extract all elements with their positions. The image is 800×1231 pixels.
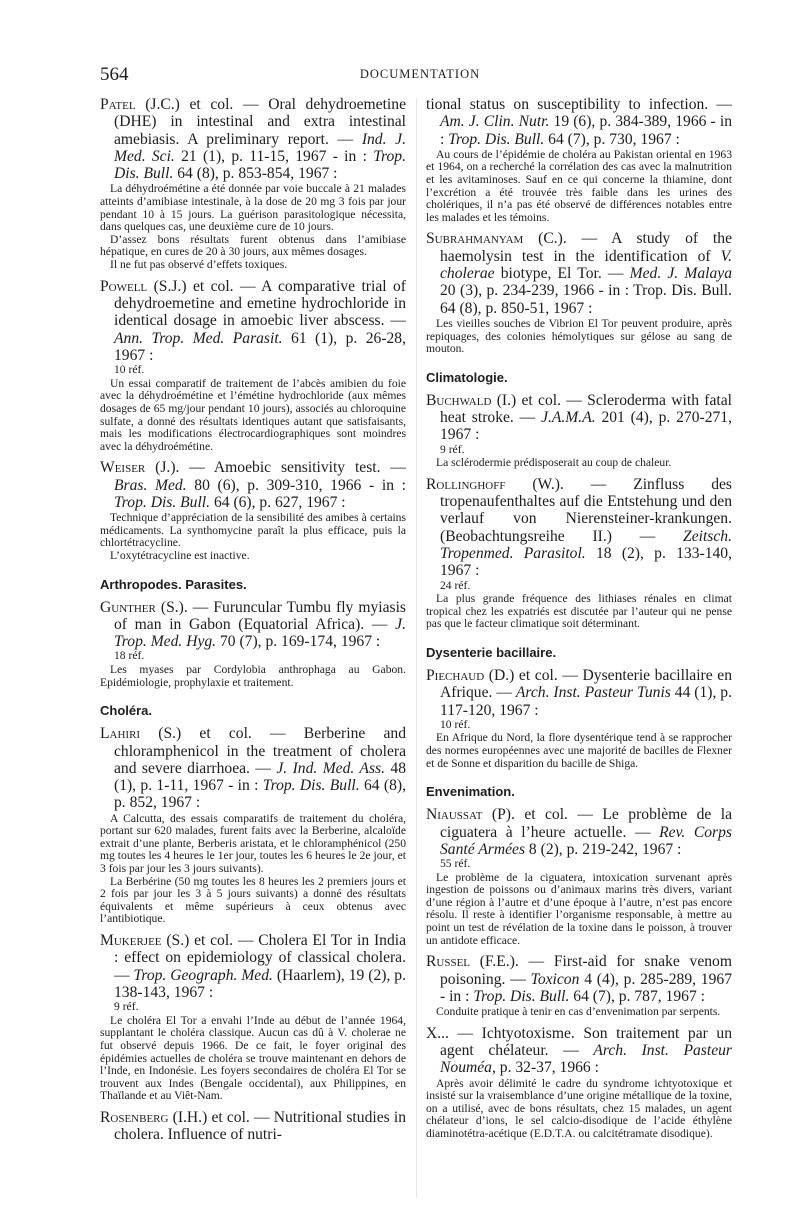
running-title: DOCUMENTATION: [359, 67, 481, 81]
bibliography-entry: [426, 806, 732, 947]
journal-name: J.A.M.A.: [541, 409, 596, 427]
citation-details: 48 (1), p. 1-11, 1967 - in :: [114, 759, 407, 795]
bibliography-entry: [426, 96, 732, 224]
citation-details: 80 (6), p. 309-310, 1966 - in :: [186, 476, 406, 494]
citation: [100, 1109, 406, 1144]
citation-text: (D.) et col. — Dysenterie bacillaire en Afrique. —: [440, 666, 732, 702]
abstract-paragraph: La sclérodermie prédisposerait au coup de chaleur.: [436, 456, 672, 470]
citation-details: 64 (7), p. 730, 1967 :: [544, 130, 680, 148]
bibliography-entry: [100, 932, 406, 1103]
bibliography-entry: [100, 1109, 406, 1144]
journal-name: Trop. Dis. Bull.: [114, 493, 211, 511]
reference-count: 10 réf.: [440, 717, 471, 731]
abstract-paragraph: Le problème de la ciguatera, intoxication survenant après ingestion de poissons ou d’animaux marins très divers, variant d’une région à l’autre et d’une époque à l’autre, n’est pas encore résolu. Il reste à identifier l’organisme responsable, à mettre au point un test de révélation de la toxine dans le poisson, à trouver un antidote efficace.: [426, 870, 732, 947]
abstract: [426, 1006, 732, 1019]
journal-name: Arch. Inst. Pasteur Nouméa,: [440, 1042, 732, 1077]
abstract-paragraph: Un essai comparatif de traitement de l’abcès amibien du foie avec la déhydroémétine et l’émétine hydrochloride (aux mêmes dosages de 65 mg/jour pendant 10 jours), associés au chloroquine sulfate, a donné des résultats identiques autant que satisfaisants, mais les modifications électrocardiographiques sont moindres avec la déhydroémétine.: [100, 376, 406, 453]
journal-name: Am. J. Clin. Nutr.: [440, 113, 550, 131]
abstract-paragraph: D’assez bons résultats furent obtenus dans l’amibiase hépatique, en cures de 20 à 30 jours, aux mêmes dosages.: [100, 232, 406, 259]
journal-name: Ann. Trop. Med. Parasit.: [114, 329, 283, 347]
left-column: [100, 96, 406, 1150]
citation-text: — Ichtyotoxisme. Son traitement par un agent chélateur. —: [440, 1024, 732, 1060]
reference-count: 18 réf.: [114, 649, 145, 663]
bibliography-entry: [426, 230, 732, 355]
section-heading: Choléra.: [100, 703, 153, 719]
citation: [426, 230, 732, 316]
journal-name: Trop. Dis. Bull.: [114, 147, 406, 183]
journal-name: V. cholerae: [440, 247, 732, 283]
citation-details: biotype, El Tor. —: [494, 265, 630, 283]
abstract: [426, 457, 732, 470]
citation-text: tional status on susceptibility to infection. —: [426, 96, 732, 113]
citation-text: (S.) et col. — Berberine and chloramphenicol in the treatment of cholera and severe diarrhoea. —: [114, 725, 406, 777]
citation-details: 44 (1), p. 117-120, 1967 :: [440, 684, 732, 719]
bibliography-entry: [426, 953, 732, 1018]
citation-text: (W.). — Zinfluss des tropenaufenthaltes auf die Entstehung und den verlauf von Nierensteiner-krankungen. (Beobachtungsreihe II.) —: [440, 475, 732, 545]
bibliography-entry: [100, 599, 406, 690]
journal-name: J. Trop. Med. Hyg.: [114, 615, 406, 651]
abstract-paragraph: Après avoir délimité le cadre du syndrome ichtyotoxique et insisté sur la vraisemblance d’une origine métallique de la toxine, on a utilisé, avec de bons résultats, chez 15 malades, un agent chélateur d’ions, le sel calcio-disodique de l’acide éthylène diaminotétra-acétique (E.D.T.A. ou calcitétramate disodique).: [426, 1076, 732, 1141]
citation: [100, 278, 406, 364]
journal-name: Med. J. Malaya: [629, 265, 732, 283]
bibliography-entry: [426, 1025, 732, 1141]
citation-text: (J.C.) et col. — Oral dehydroemetine (DHE) in intestinal and extra intestinal amebiasis. A preliminary report. —: [114, 96, 406, 148]
citation-text: (S.) et col. — Cholera El Tor in India : effect on epidemiology of classical cholera. —: [114, 932, 406, 984]
citation-details: 64 (8), p. 853-854, 1967 :: [173, 165, 338, 183]
citation: [100, 725, 406, 811]
citation-details: 61 (1), p. 26-28, 1967 :: [114, 329, 406, 364]
abstract-paragraph: A Calcutta, des essais comparatifs de traitement du choléra, portant sur 620 malades, furent faits avec la Berberine, alcaloïde extrait d’une plante, Berberis aristata, et le chloramphénicol (250 mg toutes les 4 heures le 1er jour, toutes les 6 heures le 2e jour, et 3 fois par jour les 3 jours suivants).: [100, 811, 406, 876]
citation-text: (P). et col. — Le problème de la ciguatera à l’heure actuelle. —: [440, 806, 732, 841]
journal-name: Trop. Dis. Bull.: [262, 777, 360, 795]
citation-text: (J.). — Amoebic sensitivity test. —: [145, 459, 406, 477]
reference-count: 10 réf.: [114, 363, 145, 377]
bibliography-entry: [100, 725, 406, 926]
abstract-paragraph: La Berbérine (50 mg toutes les 8 heures les 2 premiers jours et 2 fois par jour les 3 à 5 jours suivants) a donné des résultats équivalents et même supérieurs à ceux obtenus avec l’antibiotique.: [100, 874, 406, 926]
author-name: Piechaud: [426, 666, 485, 684]
abstract-paragraph: Au cours de l’épidémie de choléra au Pakistan oriental en 1963 et 1964, on a recherché la corrélation des cas avec la malnutrition et les avitaminoses. Sauf en ce qui concerne la thiamine, dont l’excrétion a été trouvée très faible dans les urines des cholériques, il n’a pas été observé de différences notables entre les malades et les témoins.: [426, 147, 732, 224]
abstract: [426, 872, 732, 948]
abstract: [100, 1015, 406, 1103]
bibliography-entry: [100, 96, 406, 272]
journal-name: Arch. Inst. Pasteur Tunis: [515, 684, 671, 702]
abstract-paragraph: L’oxytétracycline est inactive.: [110, 548, 250, 562]
author-name: Russel: [426, 953, 471, 971]
abstract-paragraph: Les vieilles souches de Vibrion El Tor peuvent produire, après repiquages, des colonies hémolytiques sur gélose au sang de mouton.: [426, 316, 732, 356]
citation-details: 4 (4), p. 285-289, 1967 - in :: [440, 970, 732, 1005]
citation-text: (I.H.) et col. — Nutritional studies in cholera. Influence of nutri-: [114, 1108, 406, 1144]
citation: [426, 667, 732, 719]
journal-name: J. Ind. Med. Ass.: [276, 759, 385, 777]
author-name: Patel: [100, 96, 136, 113]
abstract-paragraph: La déhydroémétine a été donnée par voie buccale à 21 malades atteints d’amibiase intestinale, à la dose de 20 mg 3 fois par jour pendant 10 à 15 jours. La guérison parasitologique nécessita, dans quelques cas, une deuxième cure de 10 jours.: [100, 182, 406, 234]
citation-details: 21 (1), p. 11-15, 1967 - in :: [174, 147, 374, 165]
citation: [426, 1025, 732, 1077]
abstract: [100, 664, 406, 689]
right-column: [426, 96, 732, 1147]
author-name: Weiser: [100, 459, 146, 477]
citation-details: 201 (4), p. 270-271, 1967 :: [440, 409, 732, 444]
abstract: [100, 813, 406, 926]
page-number: 564: [100, 64, 129, 85]
citation: [426, 806, 732, 858]
author-name: X...: [426, 1024, 449, 1042]
abstract-paragraph: Conduite pratique à tenir en cas d’envenimation par serpents.: [436, 1005, 721, 1019]
abstract-paragraph: Il ne fut pas observé d’effets toxiques.: [110, 258, 288, 272]
citation-text: (S.). — Furuncular Tumbu fly myiasis of man in Gabon (Equatorial Africa). —: [114, 598, 406, 633]
citation: [426, 96, 732, 148]
journal-name: Ind. J. Med. Sci.: [114, 130, 406, 165]
citation-details: 8 (2), p. 219-242, 1967 :: [525, 840, 682, 858]
citation: [426, 392, 732, 444]
citation: [100, 459, 406, 511]
citation-details: p. 32-37, 1966 :: [495, 1059, 599, 1077]
abstract: [426, 149, 732, 225]
abstract-paragraph: Les myases par Cordylobia anthrophaga au Gabon. Epidémiologie, prophylaxie et traitement.: [100, 663, 406, 689]
column-divider: [416, 98, 417, 1198]
reference-count: 9 réf.: [114, 1000, 139, 1014]
author-name: Subrahmanyam: [426, 230, 524, 248]
citation-details: (Haarlem), 19 (2), p. 138-143, 1967 :: [114, 966, 406, 1001]
abstract: [100, 378, 406, 454]
abstract: [100, 512, 406, 562]
citation-details: 18 (2), p. 133-140, 1967 :: [440, 544, 732, 580]
citation-details: 64 (8), p. 852, 1967 :: [114, 777, 406, 812]
reference-count: 24 réf.: [440, 578, 471, 592]
citation-details: 19 (6), p. 384-389, 1966 - in :: [440, 113, 733, 148]
journal-name: Trop. Dis. Bull.: [473, 987, 570, 1005]
abstract-paragraph: Le choléra El Tor a envahi l’Inde au début de l’année 1964, supplantant le choléra classique. Aucun cas dû à V. cholerae ne fut observé depuis 1966. De ce fait, le foyer original des épidémies actuelles de choléra se trouve maintenant en dehors de l’Inde, en Indonésie. Les foyers secondaires de choléra El Tor se trouvent aux Indes (Bengale occidental), aux Philippines, en Thaïlande et au Viêt-Nam.: [100, 1013, 406, 1103]
bibliography-entry: [100, 459, 406, 562]
author-name: Rollinghoff: [426, 475, 506, 493]
section-heading: Envenimation.: [426, 784, 515, 800]
citation: [100, 932, 406, 1001]
author-name: Lahiri: [100, 725, 141, 743]
citation-details: 20 (3), p. 234-239, 1966 - in : Trop. Dis. Bull. 64 (8), p. 850-51, 1967 :: [440, 282, 732, 317]
abstract-paragraph: La plus grande fréquence des lithiases rénales en climat tropical chez les expatriés est discutée par l’auteur qui ne pense pas que le facteur climatique soit déterminant.: [426, 592, 732, 631]
abstract: [426, 1078, 732, 1141]
journal-name: Toxicon: [530, 970, 580, 988]
author-name: Rosenberg: [100, 1108, 169, 1126]
citation: [100, 96, 406, 182]
citation-text: (C.). — A study of the haemolysin test in the identification of: [440, 230, 732, 265]
bibliography-entry: [426, 476, 732, 631]
page-header: [100, 64, 740, 88]
citation-details: 64 (6), p. 627, 1967 :: [210, 493, 346, 511]
journal-name: Rev. Corps Santé Armées: [440, 823, 732, 858]
journal-name: Bras. Med.: [114, 476, 187, 494]
journal-name: Zeitsch. Tropenmed. Parasitol.: [440, 527, 732, 562]
author-name: Gunther: [100, 598, 156, 616]
reference-count: 55 réf.: [440, 857, 471, 871]
citation: [426, 953, 732, 1005]
abstract: [100, 183, 406, 271]
citation: [100, 599, 406, 651]
section-heading: Climatologie.: [426, 369, 508, 385]
reference-count: 9 réf.: [440, 442, 465, 456]
citation-text: (F.E.). — First-aid for snake venom poisoning. —: [440, 953, 732, 988]
author-name: Buchwald: [426, 391, 492, 409]
bibliography-entry: [100, 278, 406, 454]
abstract: [426, 318, 732, 356]
journal-name: Trop. Dis. Bull.: [448, 130, 545, 148]
abstract-paragraph: Technique d’appréciation de la sensibilité des amibes à certains médicaments. La synthomycine paraît la plus efficace, puis la chlortétracycline.: [100, 511, 406, 550]
author-name: Mukerjee: [100, 932, 162, 950]
citation-details: 70 (7), p. 169-174, 1967 :: [216, 633, 381, 651]
section-heading: Arthropodes. Parasites.: [100, 576, 247, 592]
abstract-paragraph: En Afrique du Nord, la flore dysentérique tend à se rapprocher des normes européennes avec une majorité de bacilles de Flexner et de Sonne et disparition du bacille de Shiga.: [426, 731, 732, 770]
journal-name: Trop. Geograph. Med.: [133, 966, 273, 984]
abstract: [426, 593, 732, 631]
citation: [426, 476, 732, 580]
author-name: Niaussat: [426, 806, 483, 824]
citation-text: (S.J.) et col. — A comparative trial of dehydroemetine and emetine hydrochloride in identical dosage in amoebic liver abscess. —: [114, 277, 406, 330]
section-heading: Dysenterie bacillaire.: [426, 644, 557, 660]
citation-details: 64 (7), p. 787, 1967 :: [569, 987, 705, 1005]
bibliography-entry: [426, 392, 732, 470]
citation-text: (I.) et col. — Scleroderma with fatal heat stroke. —: [440, 391, 732, 427]
author-name: Powell: [100, 277, 148, 295]
bibliography-entry: [426, 667, 732, 770]
abstract: [426, 732, 732, 770]
